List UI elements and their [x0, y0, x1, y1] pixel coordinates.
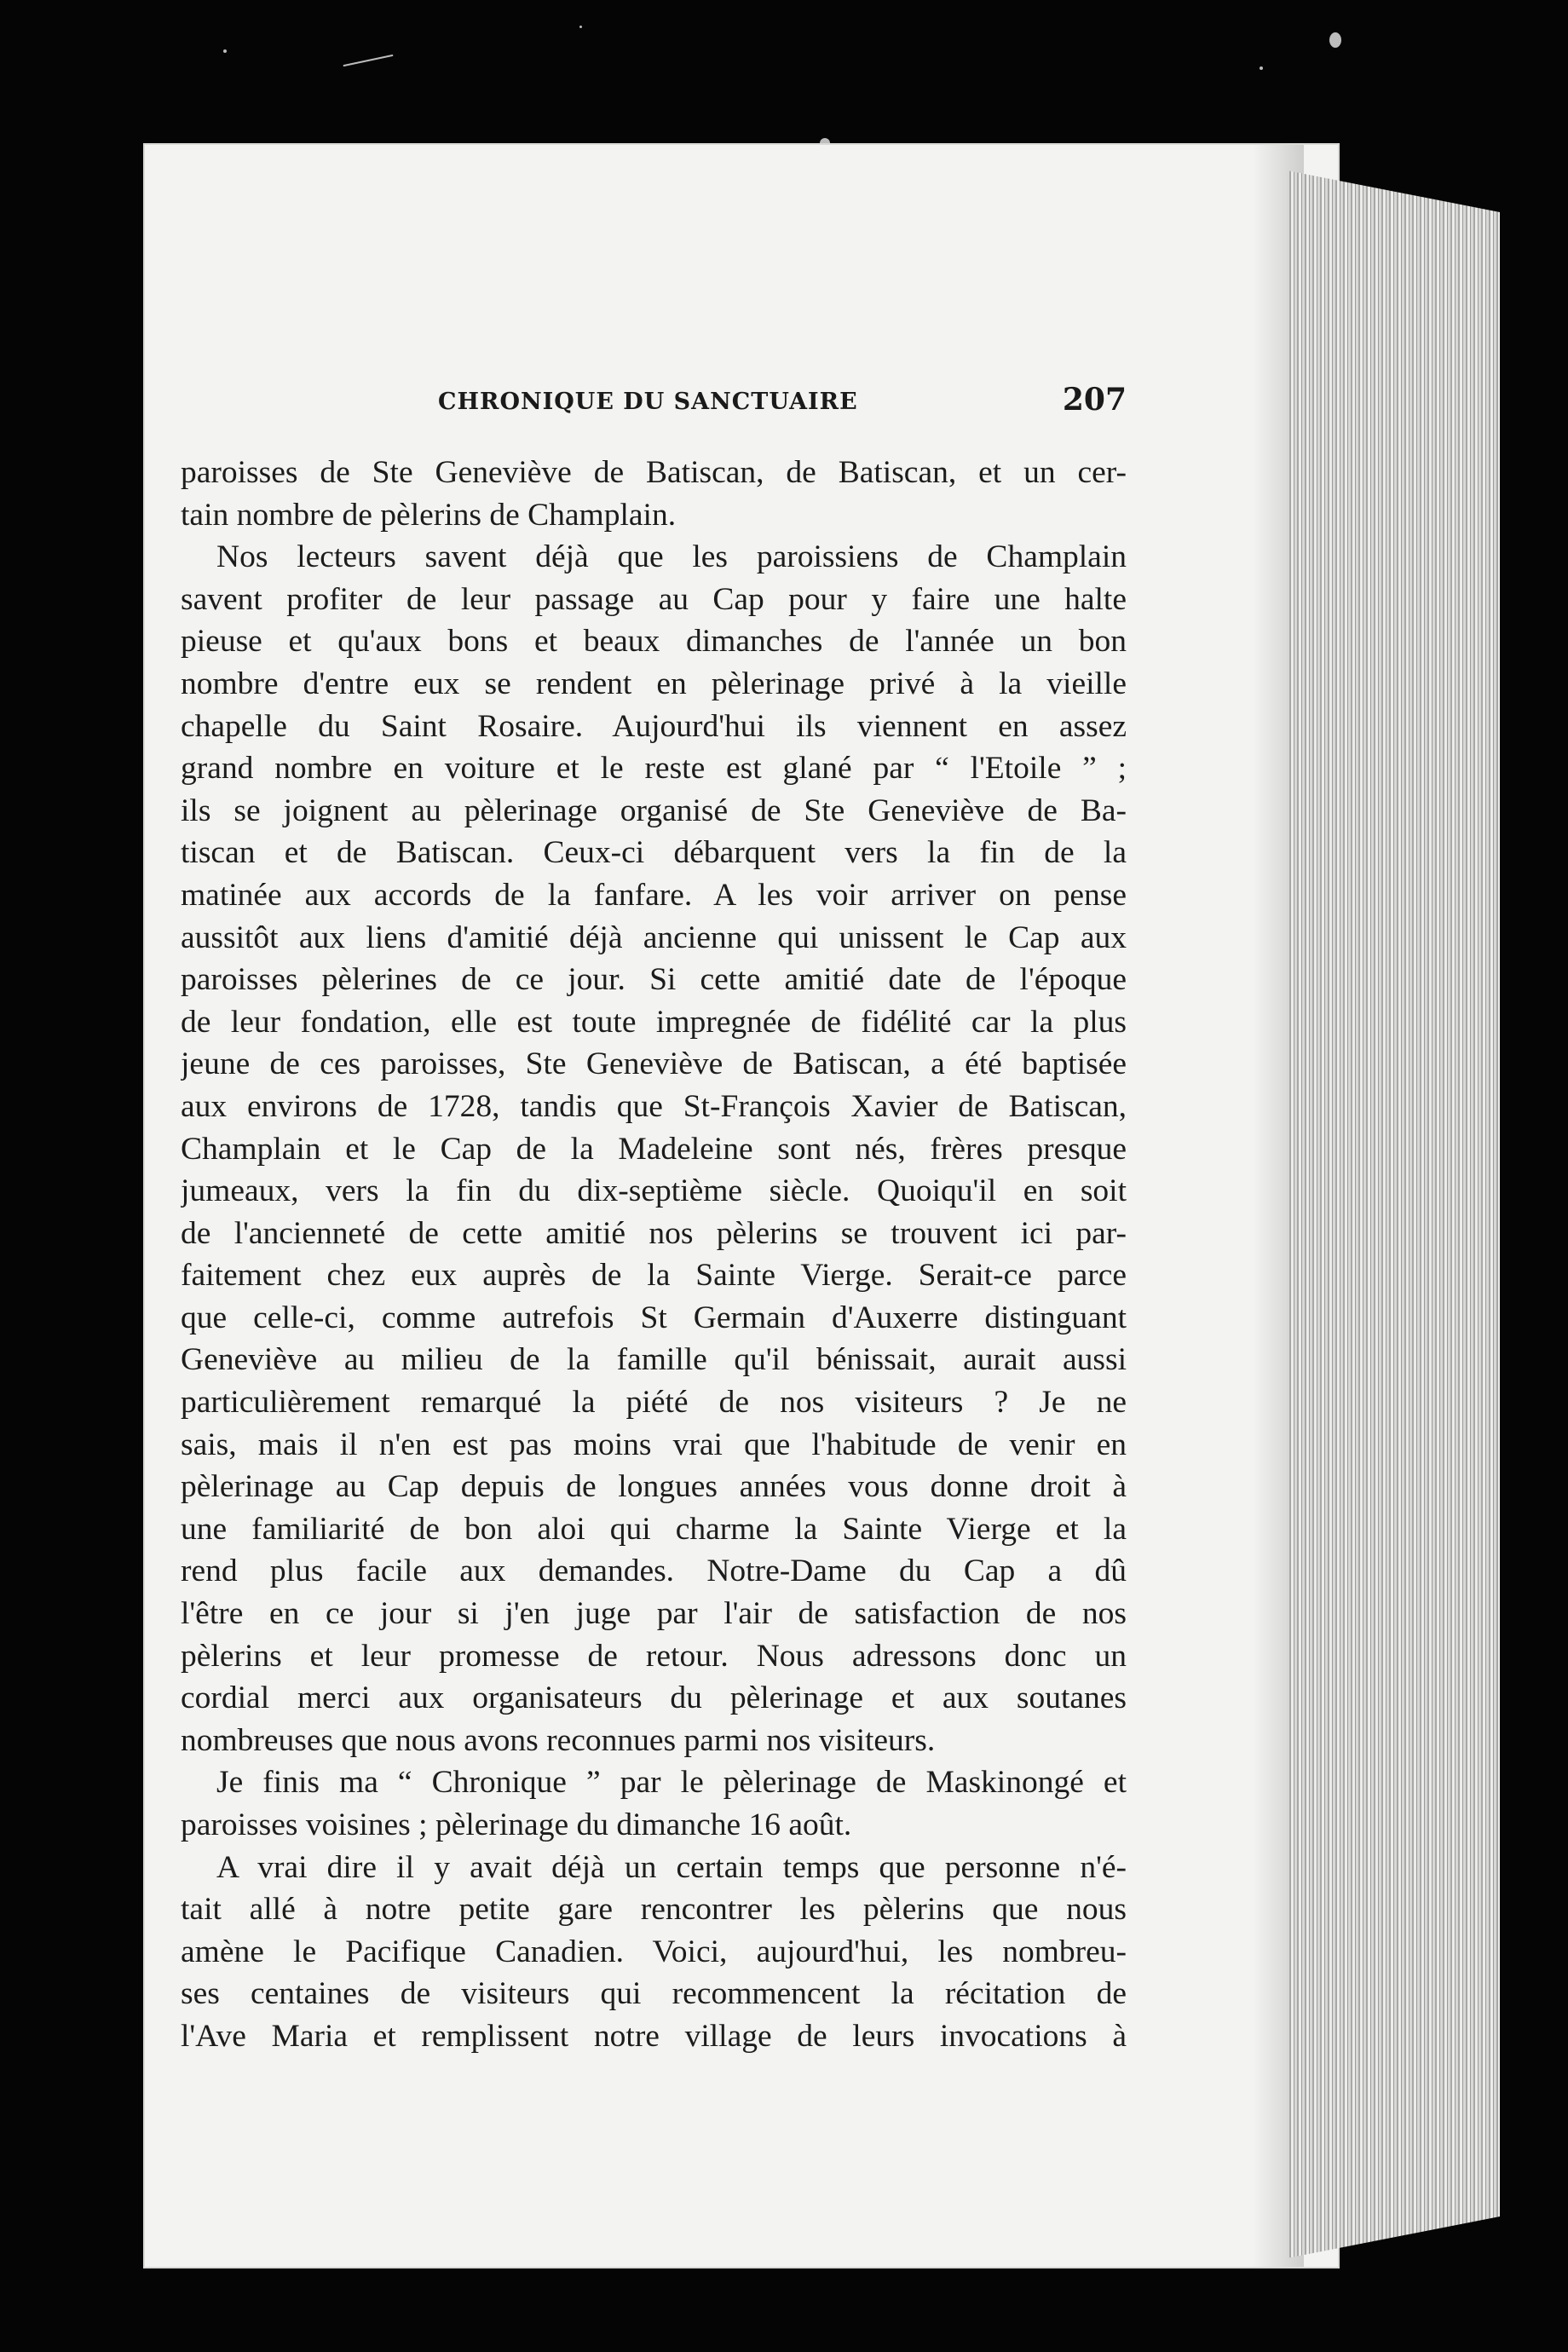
text-line: tait allé à notre petite gare rencontrer les pèlerins que nous	[181, 1892, 1127, 1928]
text-line: Je finis ma “ Chronique ” par le pèlerinage de Maskinongé et	[216, 1765, 1127, 1801]
text-line: Geneviève au milieu de la famille qu'il bénissait, aurait aussi	[181, 1342, 1127, 1378]
running-head	[181, 382, 1127, 433]
text-line: tain nombre de pèlerins de Champlain.	[181, 497, 677, 533]
text-line: chapelle du Saint Rosaire. Aujourd'hui ils viennent en assez	[181, 708, 1127, 744]
text-line: cordial merci aux organisateurs du pèlerinage et aux soutanes	[181, 1680, 1127, 1716]
text-line: de l'ancienneté de cette amitié nos pèlerins se trouvent ici par-	[181, 1215, 1127, 1251]
dust-speck	[1260, 66, 1263, 70]
running-title: CHRONIQUE DU SANCTUAIRE	[438, 389, 858, 415]
text-line: nombreuses que nous avons reconnues parmi nos visiteurs.	[181, 1722, 936, 1758]
text-line: Champlain et le Cap de la Madeleine sont nés, frères presque	[181, 1131, 1127, 1167]
page-number: 207	[1062, 382, 1127, 418]
text-line: une familiarité de bon aloi qui charme la Sainte Vierge et la	[181, 1511, 1127, 1547]
dust-speck	[343, 55, 393, 66]
text-line: amène le Pacifique Canadien. Voici, aujourd'hui, les nombreu-	[181, 1934, 1127, 1969]
text-line: rend plus facile aux demandes. Notre-Dame du Cap a dû	[181, 1554, 1127, 1589]
text-line: aussitôt aux liens d'amitié déjà ancienne qui unissent le Cap aux	[181, 919, 1127, 955]
text-line: sais, mais il n'en est pas moins vrai que l'habitude de venir en	[181, 1427, 1127, 1462]
text-line: matinée aux accords de la fanfare. A les voir arriver on pense	[181, 877, 1127, 913]
text-line: l'être en ce jour si j'en juge par l'air de satisfaction de nos	[181, 1596, 1127, 1632]
text-line: pèlerinage au Cap depuis de longues années vous donne droit à	[181, 1469, 1127, 1505]
text-line: paroisses voisines ; pèlerinage du dimanche 16 août.	[181, 1807, 852, 1842]
text-line: l'Ave Maria et remplissent notre village de leurs invocations à	[181, 2018, 1127, 2054]
text-line: grand nombre en voiture et le reste est glané par “ l'Etoile ” ;	[181, 751, 1127, 787]
text-line: paroisses pèlerines de ce jour. Si cette amitié date de l'époque	[181, 962, 1127, 998]
text-line: ses centaines de visiteurs qui recommencent la récitation de	[181, 1976, 1127, 2012]
text-line: Nos lecteurs savent déjà que les paroissiens de Champlain	[216, 539, 1127, 575]
text-line: ils se joignent au pèlerinage organisé de Ste Geneviève de Ba-	[181, 793, 1127, 828]
dust-speck	[223, 49, 227, 53]
text-line: de leur fondation, elle est toute impregnée de fidélité car la plus	[181, 1004, 1127, 1040]
text-line: jumeaux, vers la fin du dix-septième siècle. Quoiqu'il en soit	[181, 1173, 1127, 1209]
dust-speck	[579, 26, 582, 28]
dust-speck	[1329, 32, 1341, 48]
text-line: que celle-ci, comme autrefois St Germain d'Auxerre distinguant	[181, 1300, 1127, 1335]
text-line: pieuse et qu'aux bons et beaux dimanches de l'année un bon	[181, 624, 1127, 660]
text-line: nombre d'entre eux se rendent en pèlerinage privé à la vieille	[181, 666, 1127, 701]
text-line: pèlerins et leur promesse de retour. Nous adressons donc un	[181, 1638, 1127, 1674]
text-line: paroisses de Ste Geneviève de Batiscan, de Batiscan, et un cer-	[181, 455, 1127, 490]
text-line: particulièrement remarqué la piété de nos visiteurs ? Je ne	[181, 1385, 1127, 1421]
text-line: savent profiter de leur passage au Cap pour y faire une halte	[181, 581, 1127, 617]
body-text	[181, 452, 1127, 2058]
text-line: jeune de ces paroisses, Ste Geneviève de Batiscan, a été baptisée	[181, 1046, 1127, 1082]
text-line: faitement chez eux auprès de la Sainte Vierge. Serait-ce parce	[181, 1258, 1127, 1294]
text-line: aux environs de 1728, tandis que St-François Xavier de Batiscan,	[181, 1088, 1127, 1124]
text-line: A vrai dire il y avait déjà un certain temps que personne n'é-	[216, 1849, 1127, 1885]
text-line: tiscan et de Batiscan. Ceux-ci débarquent vers la fin de la	[181, 835, 1127, 871]
page-fore-edge	[1287, 170, 1500, 2258]
